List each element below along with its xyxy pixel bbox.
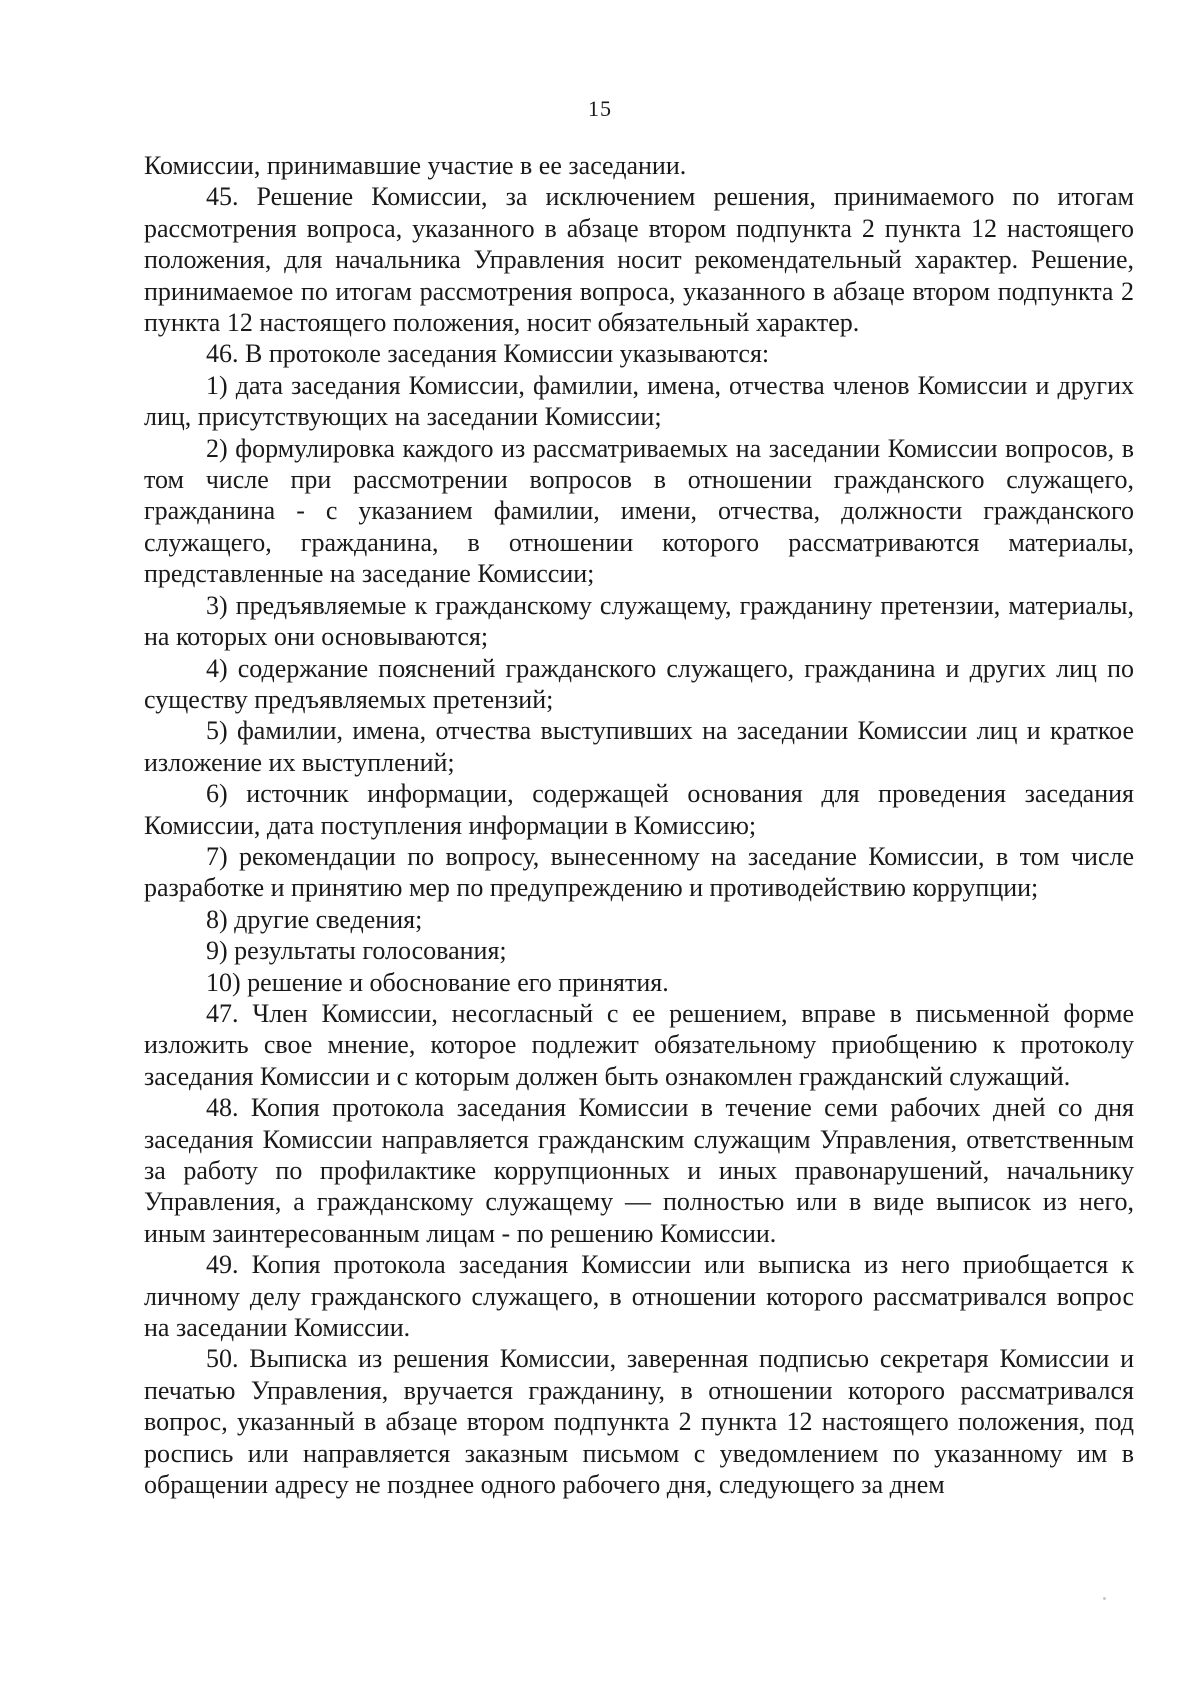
list-item-2: 2) формулировка каждого из рассматриваемых на заседании Комиссии вопросов, в том числе при рассмотрении вопросов в отношении гражданского служащего, гражданина - с указанием фамилии, имени, отчества, должности гражданского служащего, гражданина, в отношении которого рассматриваются материалы, представленные на заседание Комиссии; <box>144 433 1134 589</box>
list-item-6: 6) источник информации, содержащей основания для проведения заседания Комиссии, дата поступления информации в Комиссию; <box>144 779 1134 840</box>
paragraph-47: 47. Член Комиссии, несогласный с ее решением, вправе в письменной форме изложить свое мнение, которое подлежит обязательному приобщению к протоколу заседания Комиссии и с которым должен быть ознакомлен гражданский служащий. <box>144 998 1134 1091</box>
paragraph-48: 48. Копия протокола заседания Комиссии в течение семи рабочих дней со дня заседания Комиссии направляется гражданским служащим Управления, ответственным за работу по профилактике коррупционных и иных правонарушений, начальнику Управления, а гражданскому служащему — полностью или в виде выписок из него, иным заинтересованным лицам - по решению Комиссии. <box>144 1093 1134 1248</box>
paragraph-50: 50. Выписка из решения Комиссии, заверенная подписью секретаря Комиссии и печатью Управления, вручается гражданину, в отношении которого рассматривался вопрос, указанный в абзаце втором подпункта 2 пункта 12 настоящего положения, под роспись или направляется заказным письмом с уведомлением по указанному им в обращении адресу не позднее одного рабочего дня, следующего за днем <box>144 1344 1134 1500</box>
document-body <box>144 150 1134 1500</box>
list-item-7: 7) рекомендации по вопросу, вынесенному на заседание Комиссии, в том числе разработке и принятию мер по предупреждению и противодействию коррупции; <box>144 841 1134 903</box>
list-item-9: 9) результаты голосования; <box>206 936 507 966</box>
paragraph-49: 49. Копия протокола заседания Комиссии или выписка из него приобщается к личному делу гражданского служащего, в отношении которого рассматривался вопрос на заседании Комиссии. <box>144 1250 1134 1343</box>
list-item-4: 4) содержание пояснений гражданского служащего, гражданина и других лиц по существу предъявляемых претензий; <box>144 653 1134 714</box>
paragraph-46: 46. В протоколе заседания Комиссии указываются: <box>206 339 770 369</box>
list-item-5: 5) фамилии, имена, отчества выступивших на заседании Комиссии лиц и краткое изложение их выступлений; <box>144 716 1134 777</box>
paragraph-45: 45. Решение Комиссии, за исключением решения, принимаемого по итогам рассмотрения вопроса, указанного в абзаце втором подпункта 2 пункта 12 настоящего положения, для начальника Управления носит рекомендательный характер. Решение, принимаемое по итогам рассмотрения вопроса, указанного в абзаце втором подпункта 2 пункта 12 настоящего положения, носит обязательный характер. <box>144 182 1134 338</box>
list-item-8: 8) другие сведения; <box>206 904 423 934</box>
page-number: 15 <box>588 96 612 121</box>
list-item-3: 3) предъявляемые к гражданскому служащему, гражданину претензии, материалы, на которых они основываются; <box>144 590 1134 652</box>
list-item-1: 1) дата заседания Комиссии, фамилии, имена, отчества членов Комиссии и других лиц, присутствующих на заседании Комиссии; <box>144 370 1134 432</box>
scan-speck <box>1103 1597 1106 1600</box>
paragraph-continuation: Комиссии, принимавшие участие в ее заседании. <box>144 151 687 180</box>
list-item-10: 10) решение и обоснование его принятия. <box>206 967 669 997</box>
